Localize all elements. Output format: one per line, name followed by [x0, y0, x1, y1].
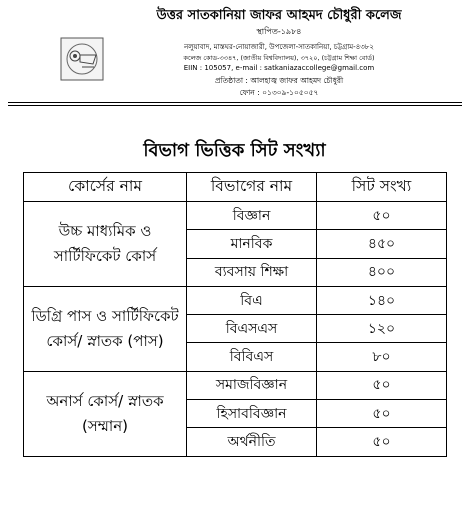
header-seat-count: সিট সংখ্য [317, 173, 447, 202]
table-row [24, 371, 447, 399]
seat-table [23, 172, 447, 457]
course-name-cell: অনার্স কোর্স/ স্নাতক (সম্মান) [24, 371, 187, 456]
table-header-row [24, 173, 447, 202]
phone-number: ফোন : ০১৩০৯-১০৫০৫৭ [239, 88, 319, 97]
department-cell: হিসাববিজ্ঞান [187, 400, 317, 428]
established-year: স্থাপিত-১৯৮৪ [256, 27, 302, 36]
college-name: উত্তর সাতকানিয়া জাফর আহমদ চৌধুরী কলেজ [156, 8, 402, 23]
eiin-email: EIIN : 105057, e-mail : satkaniazaccollege@gmail.com [183, 64, 375, 72]
course-name-cell: উচ্চ মাধ্যমিক ও সার্টিফিকেট কোর্স [24, 202, 187, 287]
department-cell: সমাজবিজ্ঞান [187, 371, 317, 399]
department-cell: অর্থনীতি [187, 428, 317, 456]
course-name-cell: ডিগ্রি পাস ও সার্টিফিকেট কোর্স/ স্নাতক (পাস) [24, 286, 187, 371]
letterhead [0, 0, 469, 112]
founder-line: প্রতিষ্ঠাতা : আলহাজ্ব জাফর আহমদ চৌধুরী [214, 76, 344, 85]
seat-count-cell: ১৪০ [317, 286, 447, 314]
seat-count-cell: ৫০ [317, 400, 447, 428]
seat-count-cell: ৫০ [317, 371, 447, 399]
table-row [24, 286, 447, 314]
department-cell: মানবিক [187, 230, 317, 258]
header-divider [8, 105, 462, 106]
department-cell: বিএসএস [187, 315, 317, 343]
seat-count-cell: ৪০০ [317, 258, 447, 286]
department-cell: বিএ [187, 286, 317, 314]
address-line-2: কলেজ কোড-৩৩৪৭, (জাতীয় বিশ্ববিদ্যালয়), ৩৭২০, (চট্টগ্রাম শিক্ষা বোর্ড) [183, 54, 375, 62]
table-row [24, 202, 447, 230]
seat-count-cell: ৫০ [317, 202, 447, 230]
department-cell: বিবিএস [187, 343, 317, 371]
page-title: বিভাগ ভিত্তিক সিট সংখ্যা [143, 140, 326, 161]
department-cell: বিজ্ঞান [187, 202, 317, 230]
seat-count-cell: ১২০ [317, 315, 447, 343]
department-cell: ব্যবসায় শিক্ষা [187, 258, 317, 286]
header-course-name: কোর্সের নাম [24, 173, 187, 202]
seat-count-cell: ৫০ [317, 428, 447, 456]
address-line-1: নলুয়াবাদ, মাস্তঘর-নোয়াজারী, উপজেলা-সাতকানিয়া, চট্টগ্রাম-৪৩৮২ [184, 43, 374, 51]
seat-count-cell: ৪৫০ [317, 230, 447, 258]
seat-count-cell: ৮০ [317, 343, 447, 371]
header-divider [8, 102, 462, 103]
header-department-name: বিভাগের নাম [187, 173, 317, 202]
college-emblem-icon [60, 37, 104, 81]
